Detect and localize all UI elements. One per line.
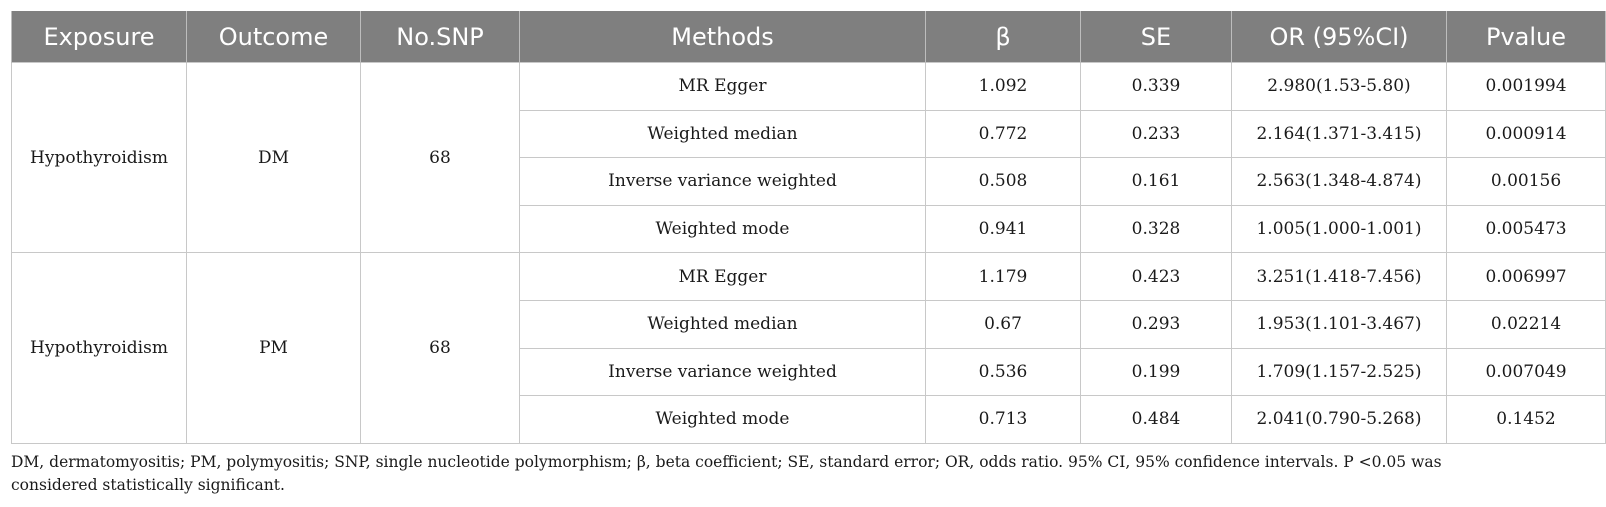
method-cell: MR Egger: [520, 63, 926, 111]
or-cell: 3.251(1.418-7.456): [1232, 253, 1447, 301]
se-cell: 0.339: [1081, 63, 1232, 111]
beta-cell: 0.536: [926, 348, 1081, 396]
se-cell: 0.199: [1081, 348, 1232, 396]
or-cell: 2.980(1.53-5.80): [1232, 63, 1447, 111]
beta-cell: 0.67: [926, 300, 1081, 348]
header-pvalue: Pvalue: [1447, 11, 1606, 63]
pvalue-cell: 0.005473: [1447, 205, 1606, 253]
se-cell: 0.328: [1081, 205, 1232, 253]
or-cell: 2.563(1.348-4.874): [1232, 158, 1447, 206]
header-nsnp: No.SNP: [361, 11, 520, 63]
header-outcome: Outcome: [187, 11, 361, 63]
method-cell: Weighted median: [520, 110, 926, 158]
beta-cell: 0.772: [926, 110, 1081, 158]
exposure-cell: Hypothyroidism: [12, 253, 187, 443]
or-cell: 1.953(1.101-3.467): [1232, 300, 1447, 348]
se-cell: 0.484: [1081, 396, 1232, 444]
pvalue-cell: 0.006997: [1447, 253, 1606, 301]
beta-cell: 0.941: [926, 205, 1081, 253]
header-row: [12, 11, 1606, 63]
method-cell: Weighted mode: [520, 205, 926, 253]
beta-cell: 1.179: [926, 253, 1081, 301]
se-cell: 0.293: [1081, 300, 1232, 348]
header-exposure: Exposure: [12, 11, 187, 63]
pvalue-cell: 0.02214: [1447, 300, 1606, 348]
se-cell: 0.161: [1081, 158, 1232, 206]
method-cell: MR Egger: [520, 253, 926, 301]
exposure-cell: Hypothyroidism: [12, 63, 187, 253]
beta-cell: 1.092: [926, 63, 1081, 111]
mr-results-table: [11, 11, 1606, 444]
or-cell: 2.041(0.790-5.268): [1232, 396, 1447, 444]
method-cell: Inverse variance weighted: [520, 348, 926, 396]
nsnp-cell: 68: [361, 63, 520, 253]
or-cell: 2.164(1.371-3.415): [1232, 110, 1447, 158]
beta-cell: 0.508: [926, 158, 1081, 206]
header-or: OR (95%CI): [1232, 11, 1447, 63]
se-cell: 0.233: [1081, 110, 1232, 158]
results-table-container: [11, 11, 1567, 444]
outcome-cell: DM: [187, 63, 361, 253]
header-se: SE: [1081, 11, 1232, 63]
or-cell: 1.005(1.000-1.001): [1232, 205, 1447, 253]
method-cell: Weighted mode: [520, 396, 926, 444]
pvalue-cell: 0.001994: [1447, 63, 1606, 111]
table-footnote: DM, dermatomyositis; PM, polymyositis; SNP, single nucleotide polymorphism; β, beta coefficient; SE, standard error; OR, odds ratio. 95% CI, 95% confidence intervals. P <0.05 was considered statistically significant.: [11, 453, 1442, 494]
or-cell: 1.709(1.157-2.525): [1232, 348, 1447, 396]
header-methods: Methods: [520, 11, 926, 63]
table-row: [12, 253, 1606, 301]
pvalue-cell: 0.1452: [1447, 396, 1606, 444]
nsnp-cell: 68: [361, 253, 520, 443]
beta-cell: 0.713: [926, 396, 1081, 444]
table-row: [12, 63, 1606, 111]
se-cell: 0.423: [1081, 253, 1232, 301]
method-cell: Weighted median: [520, 300, 926, 348]
pvalue-cell: 0.007049: [1447, 348, 1606, 396]
outcome-cell: PM: [187, 253, 361, 443]
method-cell: Inverse variance weighted: [520, 158, 926, 206]
pvalue-cell: 0.000914: [1447, 110, 1606, 158]
pvalue-cell: 0.00156: [1447, 158, 1606, 206]
header-beta: β: [926, 11, 1081, 63]
